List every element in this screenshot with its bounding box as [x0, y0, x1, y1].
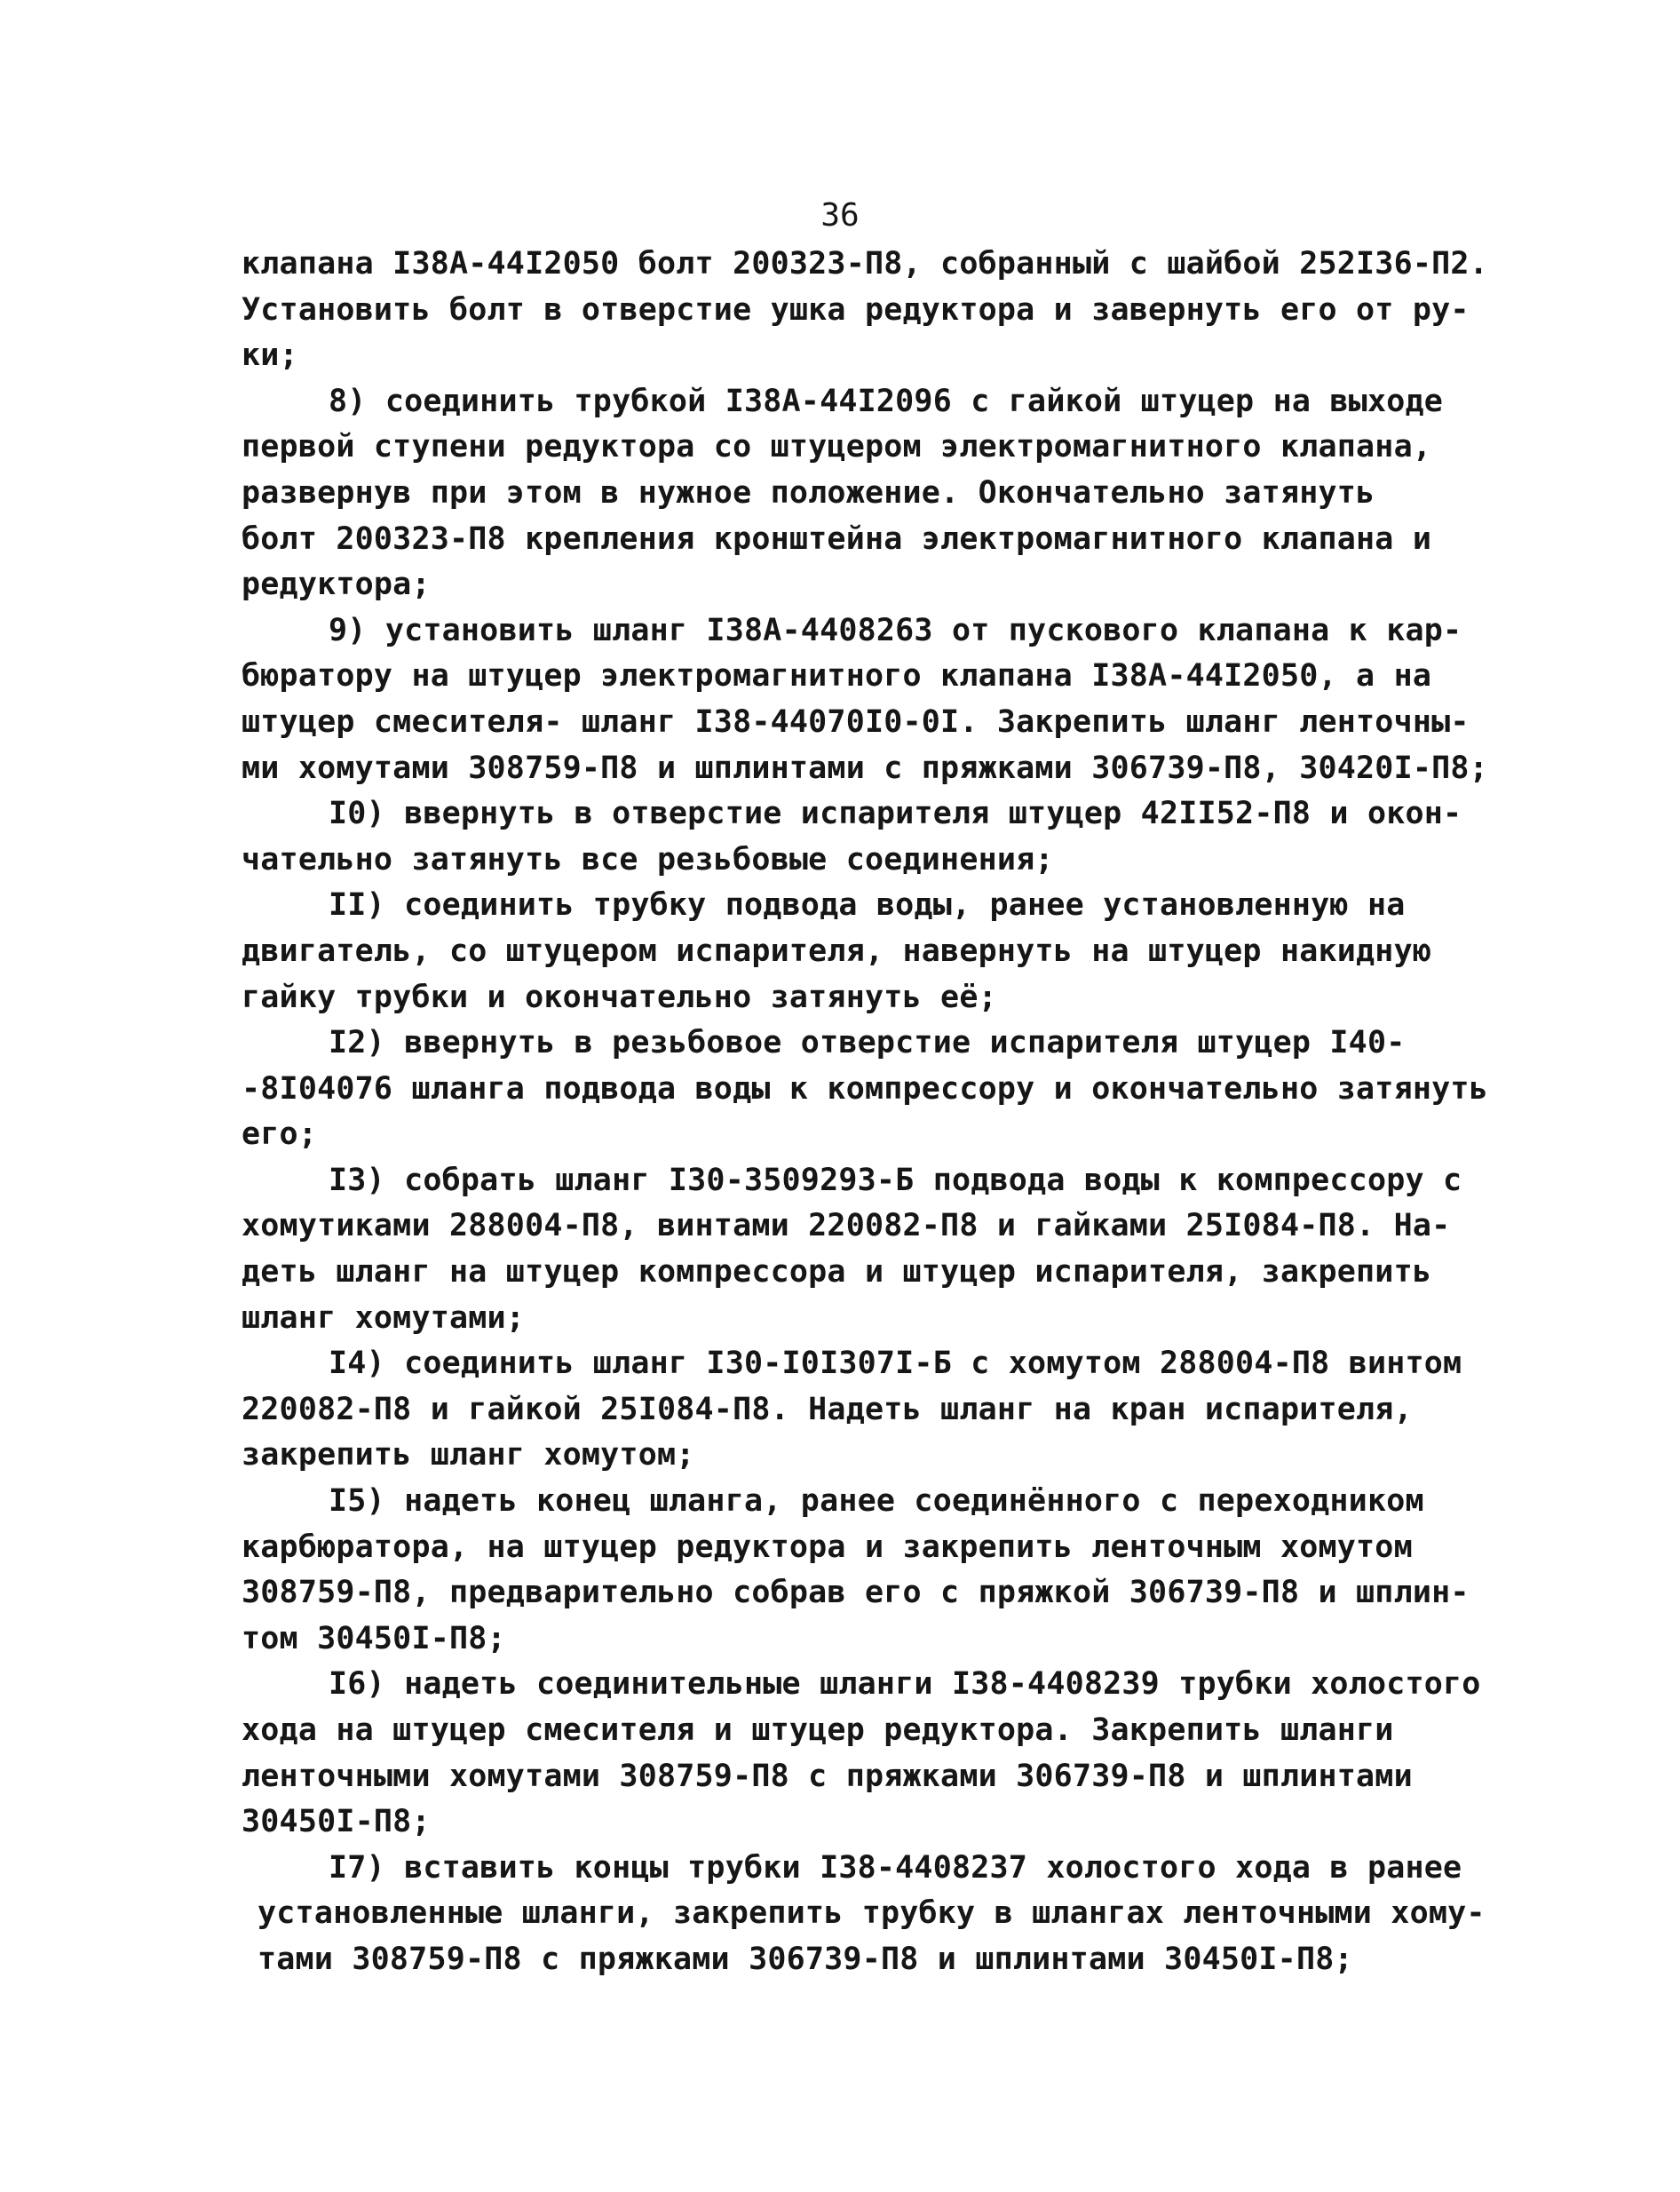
list-item-17: I7) вставить концы трубки I38-4408237 холостого хода в ранее	[329, 1849, 1462, 1886]
text-line: тами 308759-П8 с пряжками 306739-П8 и шплинтами 30450I-П8;	[258, 1941, 1353, 1977]
text-line: Установить болт в отверстие ушка редуктора и завернуть его от ру-	[242, 291, 1470, 328]
text-line: 30450I-П8;	[242, 1804, 431, 1840]
text-line: болт 200323-П8 крепления кронштейна электромагнитного клапана и	[242, 520, 1432, 557]
text-line: 220082-П8 и гайкой 25I084-П8. Надеть шланг на кран испарителя,	[242, 1391, 1413, 1427]
text-line: бюратору на штуцер электромагнитного клапана I38А-44I2050, а на	[242, 658, 1432, 695]
list-item-15: I5) надеть конец шланга, ранее соединённого с переходником	[329, 1483, 1424, 1520]
list-item-11: II) соединить трубку подвода воды, ранее установленную на	[329, 887, 1406, 924]
list-item-9: 9) установить шланг I38А-4408263 от пускового клапана к кар-	[329, 612, 1462, 648]
list-item-12: I2) ввернуть в резьбовое отверстие испарителя штуцер I40-	[329, 1025, 1406, 1061]
list-item-10: I0) ввернуть в отверстие испарителя штуцер 42II52-П8 и окон-	[329, 796, 1462, 832]
text-line: ми хомутами 308759-П8 и шплинтами с пряжками 306739-П8, 30420I-П8;	[242, 750, 1488, 786]
list-item-14: I4) соединить шланг I30-I0I307I-Б с хомутом 288004-П8 винтом	[329, 1346, 1462, 1382]
list-item-16: I6) надеть соединительные шланги I38-4408239 трубки холостого	[329, 1666, 1481, 1703]
text-line: деть шланг на штуцер компрессора и штуцер испарителя, закрепить	[242, 1254, 1432, 1291]
list-item-8: 8) соединить трубкой I38А-44I2096 с гайкой штуцер на выходе	[329, 383, 1444, 419]
list-item-13: I3) собрать шланг I30-3509293-Б подвода воды к компрессору с	[329, 1162, 1462, 1198]
text-line: редуктора;	[242, 567, 431, 603]
body-text	[242, 242, 1488, 1983]
text-line: гайку трубки и окончательно затянуть её;	[242, 979, 997, 1015]
page-number: 36	[820, 197, 860, 234]
text-line: хода на штуцер смесителя и штуцер редуктора. Закрепить шланги	[242, 1712, 1394, 1748]
text-line: установленные шланги, закрепить трубку в шлангах ленточными хому-	[258, 1895, 1486, 1932]
text-line: двигатель, со штуцером испарителя, навернуть на штуцер накидную	[242, 933, 1432, 969]
text-line: карбюратора, на штуцер редуктора и закрепить ленточным хомутом	[242, 1529, 1413, 1565]
text-line: первой ступени редуктора со штуцером электромагнитного клапана,	[242, 429, 1432, 465]
text-line: развернув при этом в нужное положение. Окончательно затянуть	[242, 474, 1375, 511]
text-line: том 30450I-П8;	[242, 1620, 506, 1656]
text-line: его;	[242, 1116, 318, 1153]
text-line: 308759-П8, предварительно собрав его с пряжкой 306739-П8 и шплин-	[242, 1575, 1470, 1611]
text-line: клапана I38А-44I2050 болт 200323-П8, собранный с шайбой 252I36-П2.	[242, 246, 1488, 282]
text-line: чательно затянуть все резьбовые соединения;	[242, 841, 1054, 878]
text-line: ки;	[242, 338, 298, 374]
text-line: -8I04076 шланга подвода воды к компрессору и окончательно затянуть	[242, 1070, 1488, 1107]
text-line: шланг хомутами;	[242, 1299, 526, 1336]
text-line: штуцер смесителя- шланг I38-44070I0-0I. Закрепить шланг ленточны-	[242, 703, 1470, 740]
text-line: закрепить шланг хомутом;	[242, 1437, 695, 1473]
text-line: хомутиками 288004-П8, винтами 220082-П8 и гайками 25I084-П8. На-	[242, 1208, 1451, 1244]
text-line: ленточными хомутами 308759-П8 с пряжками 306739-П8 и шплинтами	[242, 1758, 1413, 1794]
